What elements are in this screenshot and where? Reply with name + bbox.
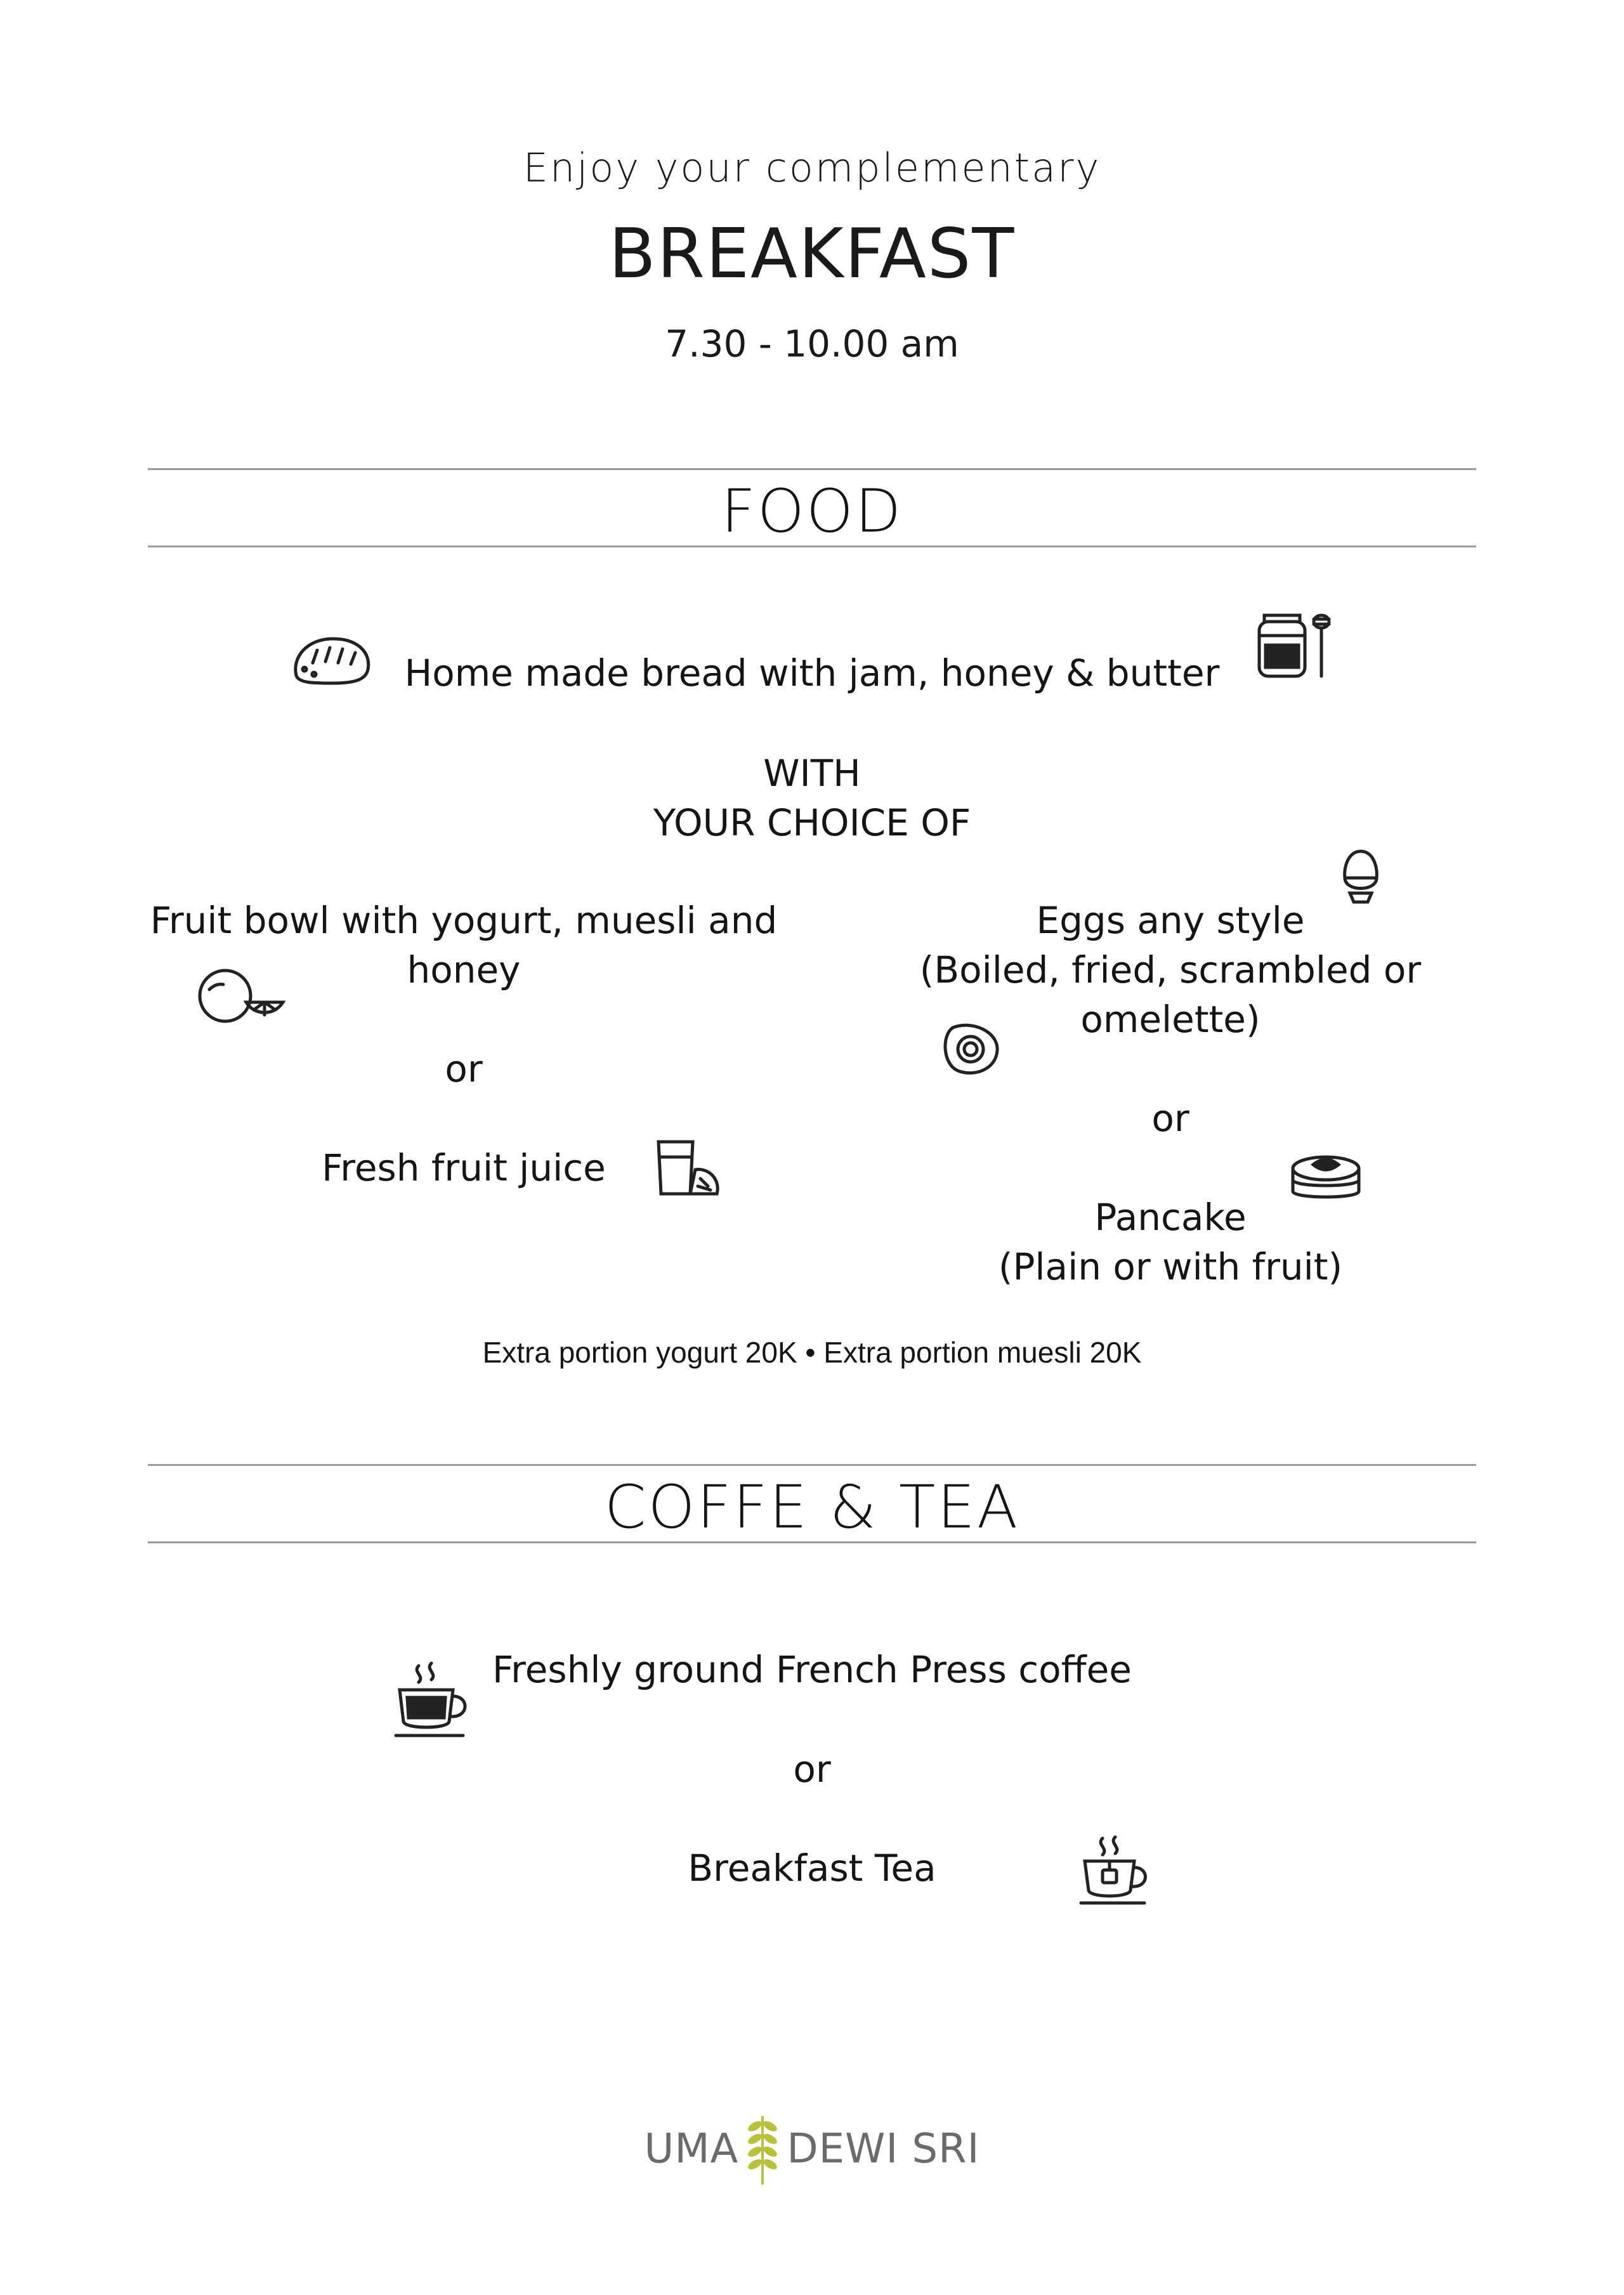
juice-glass-icon — [653, 1135, 723, 1199]
pancake-line1: Pancake — [1094, 1196, 1247, 1239]
extras-note: Extra portion yogurt 20K • Extra portion muesli 20K — [482, 1336, 1142, 1369]
coffee-item: Freshly ground French Press coffee — [492, 1648, 1132, 1691]
tea-item: Breakfast Tea — [688, 1847, 936, 1890]
orange-icon — [190, 964, 285, 1028]
right-choice-column — [907, 896, 1434, 1291]
eggs-line2: (Boiled, fried, scrambled or — [919, 948, 1422, 991]
intro-text: Enjoy your complementary — [523, 145, 1101, 191]
fruit-bowl-line1: Fruit bowl with yogurt, muesli and — [150, 899, 778, 942]
page-title: BREAKFAST — [608, 214, 1016, 294]
pancake-icon — [1288, 1149, 1364, 1210]
jam-honey-icon — [1253, 610, 1335, 680]
fruit-bowl-line2: honey — [407, 948, 521, 991]
drinks-top-rule — [148, 1464, 1476, 1466]
right-or-label: or — [1151, 1097, 1189, 1140]
fresh-juice-item: Fresh fruit juice — [322, 1146, 606, 1189]
food-top-rule — [148, 468, 1476, 470]
egg-icon — [1339, 847, 1383, 905]
food-bottom-rule — [148, 546, 1476, 547]
with-label: WITH — [763, 752, 861, 795]
breakfast-hours: 7.30 - 10.00 am — [665, 322, 959, 365]
wheat-logo-icon — [743, 2112, 782, 2186]
eggs-line1: Eggs any style — [1036, 899, 1305, 942]
food-section-title: FOOD — [721, 477, 903, 546]
left-or-label: or — [445, 1047, 483, 1090]
brand-name-left: UMA — [644, 2126, 739, 2173]
brand-name-right: DEWI SRI — [787, 2126, 980, 2173]
drinks-or-label: or — [793, 1748, 831, 1791]
drinks-section-title: COFFE & TEA — [604, 1473, 1020, 1542]
eggs-line3: omelette) — [1080, 998, 1261, 1041]
your-choice-label: YOUR CHOICE OF — [653, 801, 971, 844]
pancake-line2: (Plain or with fruit) — [998, 1245, 1343, 1288]
drinks-bottom-rule — [148, 1541, 1476, 1543]
tea-cup-icon — [1078, 1834, 1151, 1911]
brand-logo — [0, 2111, 1624, 2187]
bread-item: Home made bread with jam, honey & butter — [404, 651, 1220, 695]
fried-egg-icon — [940, 1020, 1004, 1077]
